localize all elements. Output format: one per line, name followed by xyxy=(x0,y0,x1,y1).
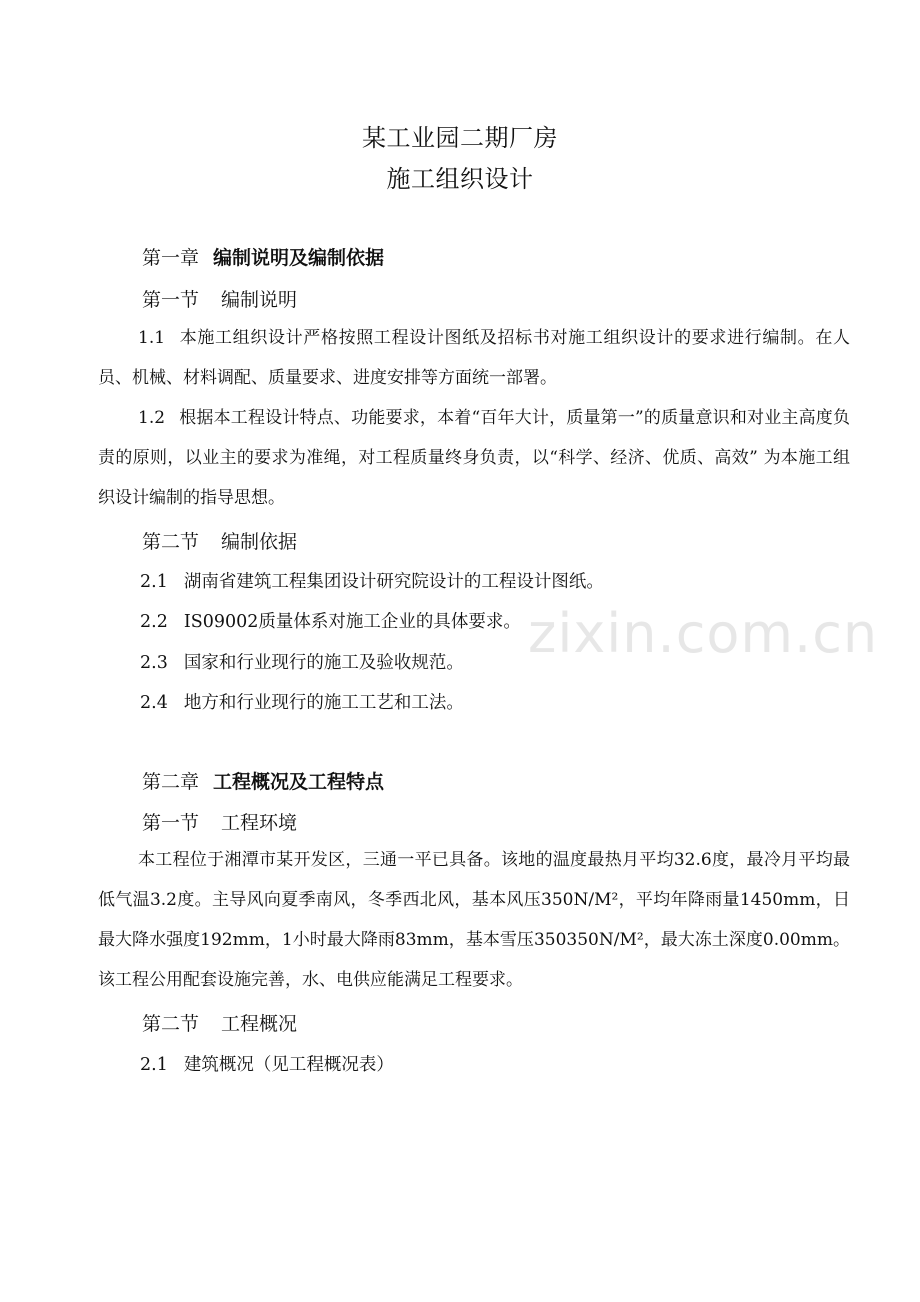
paragraph-number: 1.1 xyxy=(138,328,166,348)
section-heading xyxy=(142,1009,297,1036)
paragraph-text: 本施工组织设计严格按照工程设计图纸及招标书对施工组织设计的要求进行编制。在人员、机械、材料调配、质量要求、进度安排等方面统一部署。 xyxy=(98,328,850,388)
paragraph xyxy=(98,398,850,518)
list-item-number: 2.1 xyxy=(140,1055,168,1075)
section-title: 编制说明 xyxy=(221,289,298,311)
list-item xyxy=(140,649,464,674)
section-number: 第二节 xyxy=(142,1013,200,1035)
chapter-title: 编制说明及编制依据 xyxy=(213,247,385,269)
list-item-number: 2.1 xyxy=(140,572,168,592)
list-item-text: IS09002质量体系对施工企业的具体要求。 xyxy=(183,612,521,632)
document-subtitle: 施工组织设计 xyxy=(386,165,534,193)
document-title: 某工业园二期厂房 xyxy=(362,124,558,152)
chapter-number: 第一章 xyxy=(142,247,200,269)
paragraph-number: 1.2 xyxy=(138,408,166,428)
section-heading xyxy=(142,285,297,312)
chapter-1-heading xyxy=(142,243,384,270)
paragraph xyxy=(98,840,850,1000)
list-item-text: 建筑概况（见工程概况表） xyxy=(183,1055,394,1075)
section-title: 工程环境 xyxy=(221,812,298,834)
list-item-number: 2.2 xyxy=(140,612,168,632)
list-item xyxy=(140,608,521,633)
section-heading xyxy=(142,808,297,835)
chapter-number: 第二章 xyxy=(142,771,200,793)
section-number: 第一节 xyxy=(142,289,200,311)
list-item-number: 2.3 xyxy=(140,653,168,673)
list-item xyxy=(140,1051,394,1076)
list-item xyxy=(140,689,464,714)
list-item-number: 2.4 xyxy=(140,693,168,713)
section-heading xyxy=(142,527,297,554)
watermark: zixin.com.cn xyxy=(528,602,879,665)
section-number: 第一节 xyxy=(142,812,200,834)
section-title: 工程概况 xyxy=(221,1013,298,1035)
chapter-2-heading xyxy=(142,767,384,794)
section-number: 第二节 xyxy=(142,531,200,553)
list-item-text: 国家和行业现行的施工及验收规范。 xyxy=(183,653,464,673)
list-item-text: 湖南省建筑工程集团设计研究院设计的工程设计图纸。 xyxy=(183,572,604,592)
list-item xyxy=(140,568,604,593)
paragraph-text: 根据本工程设计特点、功能要求，本着“百年大计，质量第一”的质量意识和对业主高度负责的原则，以业主的要求为准绳，对工程质量终身负责，以“科学、经济、优质、高效” 为本施工组织设计编制的指导思想。 xyxy=(98,408,850,508)
paragraph xyxy=(98,318,850,398)
section-title: 编制依据 xyxy=(221,531,298,553)
list-item-text: 地方和行业现行的施工工艺和工法。 xyxy=(183,693,464,713)
chapter-title: 工程概况及工程特点 xyxy=(213,771,385,793)
paragraph-text: 本工程位于湘潭市某开发区，三通一平已具备。该地的温度最热月平均32.6度，最冷月平均最低气温3.2度。主导风向夏季南风，冬季西北风，基本风压350N/M²，平均年降雨量1450mm，日最大降水强度192mm，1小时最大降雨83mm，基本雪压350350N/M²，最大冻土深度0.00mm。该工程公用配套设施完善，水、电供应能满足工程要求。 xyxy=(98,850,850,990)
